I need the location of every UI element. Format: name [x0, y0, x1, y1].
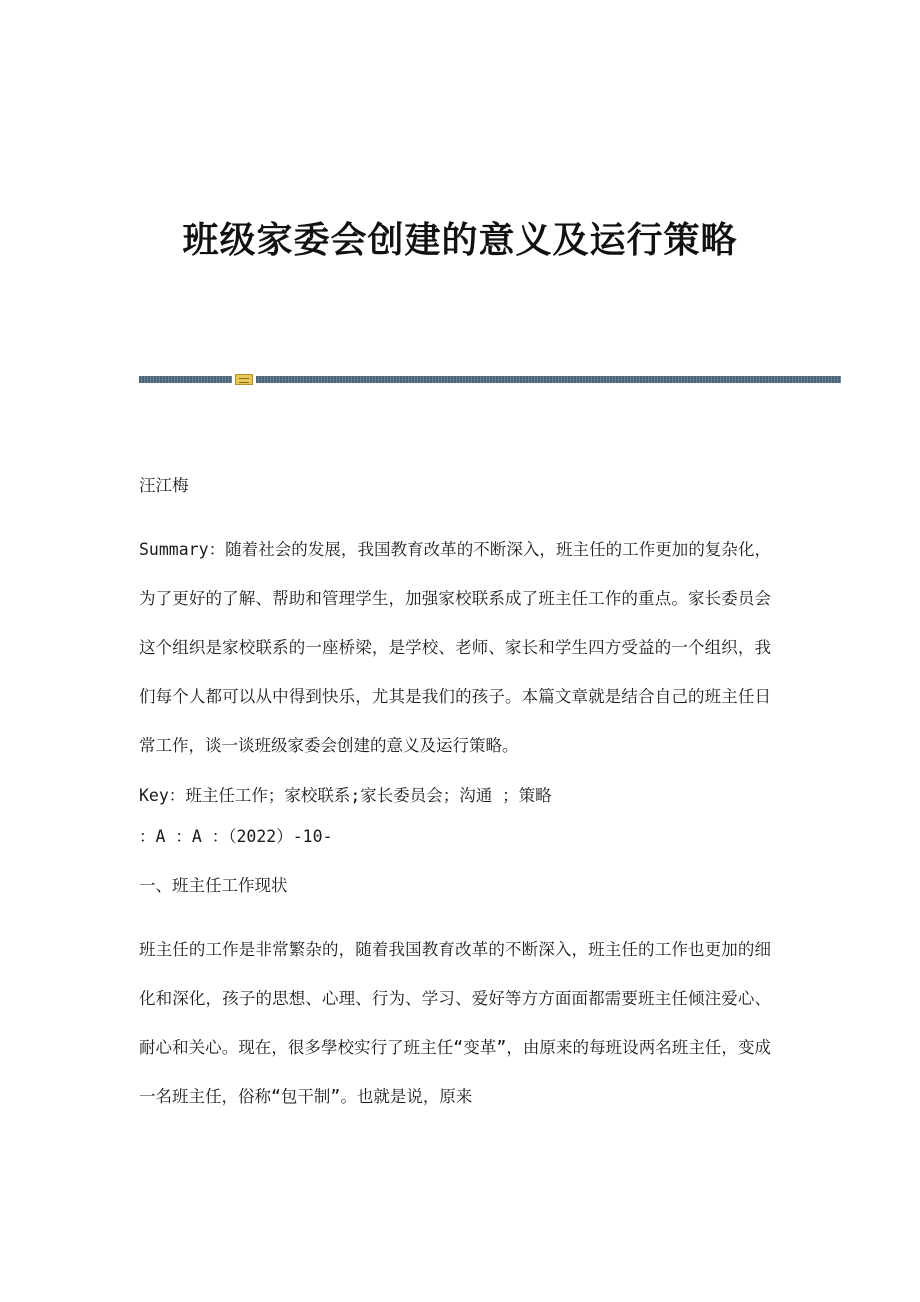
summary-paragraph [139, 525, 771, 770]
divider-bar-right [256, 376, 841, 383]
document-title: 班级家委会创建的意义及运行策略 [182, 219, 738, 261]
summary-label: Summary： [139, 540, 226, 559]
keywords-line [139, 780, 771, 811]
key-text: 班主任工作；家校联系;家长委员会；沟通 ；策略 [185, 786, 552, 805]
section-heading: 一、班主任工作现状 [139, 876, 288, 895]
document-body [139, 470, 771, 1121]
title-divider [139, 374, 841, 385]
divider-ornament-icon [235, 374, 253, 385]
classification-line: ：A ：A ：（2022）-10- [139, 827, 333, 846]
author-name: 汪江梅 [139, 476, 189, 495]
key-label: Key： [139, 786, 186, 805]
body-paragraph: 班主任的工作是非常繁杂的，随着我国教育改革的不断深入，班主任的工作也更加的细化和深化，孩子的思想、心理、行为、学习、爱好等方方面面都需要班主任倾注爱心、耐心和关心。现在，很多學校实行了班主任“变革”，由原来的每班设两名班主任，变成一名班主任，俗称“包干制”。也就是说，原来 [139, 940, 771, 1106]
divider-bar-left [139, 376, 232, 383]
summary-text: 随着社会的发展，我国教育改革的不断深入，班主任的工作更加的复杂化，为了更好的了解、帮助和管理学生，加强家校联系成了班主任工作的重点。家长委员会这个组织是家校联系的一座桥梁，是学校、老师、家长和学生四方受益的一个组织，我们每个人都可以从中得到快乐，尤其是我们的孩子。本篇文章就是结合自己的班主任日常工作，谈一谈班级家委会创建的意义及运行策略。 [139, 540, 771, 755]
